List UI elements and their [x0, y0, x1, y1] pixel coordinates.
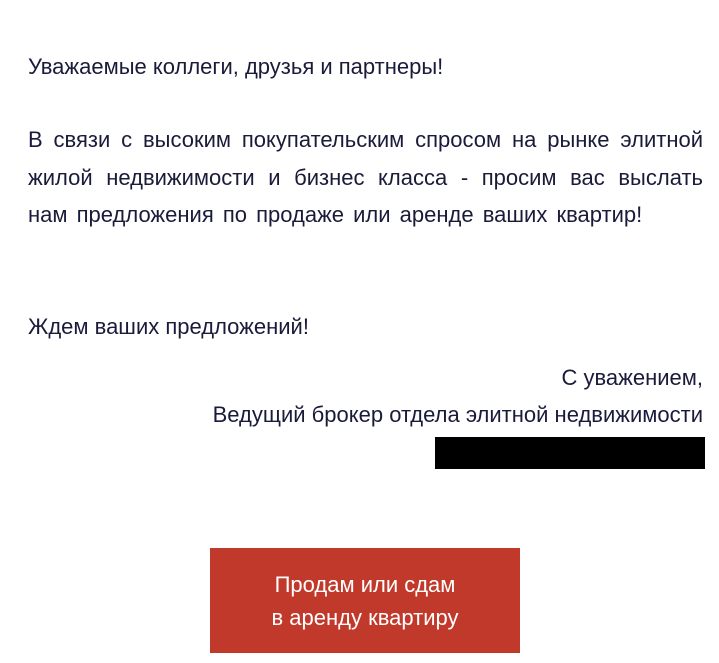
cta-label-line2: в аренду квартиру — [271, 604, 459, 630]
signoff-text: С уважением, — [561, 365, 703, 390]
request-paragraph: В связи с высоким покупательским спросом на рынке элитной жилой недвижимости и бизнес класса - просим вас выслать нам предложения по продаже или аренде ваших квартир! — [28, 127, 703, 227]
closing-text: Ждем ваших предложений! — [28, 314, 309, 339]
greeting-text: Уважаемые коллеги, друзья и партнеры! — [28, 54, 444, 79]
redacted-sender-name — [435, 437, 705, 469]
sender-position: Ведущий брокер отдела элитной недвижимости — [212, 402, 703, 427]
cta-label-line1: Продам или сдам — [274, 571, 456, 597]
sell-or-rent-apartment-button[interactable] — [210, 548, 520, 653]
